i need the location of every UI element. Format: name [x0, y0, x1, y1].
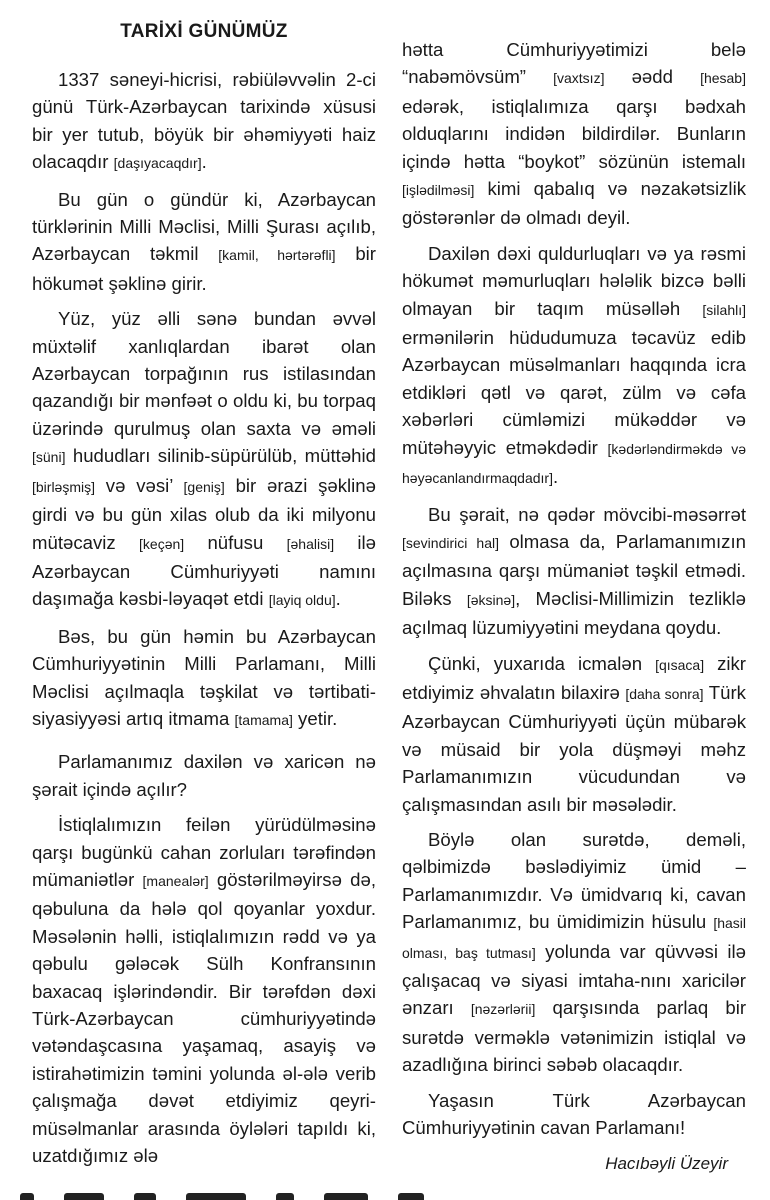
paragraph — [402, 501, 746, 642]
body-text: Çünki, yuxarıda icmalən — [428, 652, 656, 674]
paragraph — [32, 186, 376, 298]
gloss-note: [geniş] — [183, 478, 225, 495]
body-text: nüfusu — [184, 531, 287, 553]
gloss-note: [kamil, hərtərəfli] — [218, 247, 336, 264]
body-text: qarşısında parlaq bir surətdə verməklə vətənimizin istiqlal və azadlığına birinci səbəb olacaqdır. — [402, 997, 747, 1076]
paragraph — [32, 305, 376, 614]
body-text: yetir. — [292, 707, 338, 729]
body-text: hududları silinib-süpürülüb, müttəhid — [65, 445, 376, 467]
body-text: və vəsi’ — [95, 474, 184, 496]
paragraph — [32, 811, 376, 1169]
body-text: əǝdd — [604, 66, 701, 88]
body-text: edərək, istiqlalımıza qarşı bədxah olduqlarını indidən bildirdilər. Bunların içində hətta “boykot” sözünün istemalı — [402, 95, 746, 172]
body-text: Yaşasın Türk Azərbaycan Cümhuriyyətinin cavan Parlamanı! — [402, 1089, 746, 1139]
body-text: ilə Azərbaycan Cümhuriyyəti namını daşımağa kəsbi-ləyaqət etdi — [32, 531, 376, 610]
gloss-note: [daşıyacaqdır] — [113, 155, 202, 172]
body-text: 1337 səneyi-hicrisi, rəbiüləvvəlin 2-ci günü Türk-Azərbaycan tarixində xüsusi bir yer tutub, böyük bir əhəmiyyəti haiz olacaqdır — [32, 69, 376, 173]
body-text: . — [335, 588, 341, 610]
cropped-next-line — [20, 1190, 750, 1200]
gloss-note: [süni] — [32, 449, 66, 466]
paragraph — [402, 1087, 746, 1142]
paragraph — [402, 240, 746, 493]
body-text: kimi qabalıq və nəzakətsizlik göstərənlər də olmadı deyil. — [402, 178, 746, 229]
body-text: . — [201, 151, 207, 173]
body-text: yolunda var qüvvəsi ilə çalışacaq və siyasi imtaha-nını xaricilər ənzarı — [402, 940, 746, 1019]
body-text: ermənilərin hüdudumuza təcavüz edib Azərbaycan müsəlmanları haqqında icra etdikləri qətl və qarət, zülm və cəfa xəbərləri cümləmizi mükəddər və mütəhəyyic etməkdədir — [402, 327, 746, 458]
body-text: olmasa da, Parlamanımızın açılmasına qarşı mümaniət təşkil etmədi. Biləks — [402, 530, 746, 609]
gloss-note: [manealər] — [142, 872, 209, 889]
gloss-note: [hasil olması, baş tutması] — [402, 915, 746, 961]
body-text: Daxilən dəxi quldurluqları və ya rəsmi hökumət məmurluqları hələlik bizcə bəlli olmayan bir taqım müsəlləh — [402, 242, 746, 319]
gloss-note: [nəzərlərii] — [470, 1001, 536, 1018]
body-text: bir ərazi şəklinə girdi və bu gün xilas olub da iki milyonu mütəcaviz — [32, 474, 376, 553]
body-text: Bu gün o gündür ki, Azərbaycan türklərinin Milli Məclisi, Milli Şurası açılıb, Azərbaycan təkmil — [32, 188, 376, 265]
gloss-note: [birləşmiş] — [32, 478, 96, 495]
body-text: , Məclisi-Millimizin tezliklə açılmaq lüzumiyyətini meydana qoydu. — [402, 587, 746, 639]
gloss-note: [əhalisi] — [286, 535, 335, 552]
body-text: zikr etdiyimiz əhvalatın bilaxirə — [402, 652, 746, 703]
body-text: göstərilməyirsə də, qəbuluna da hələ qol qoyanlar yoxdur. Məsələnin həlli, istiqlalımızın rədd və ya qəbulu gələcək Sülh Konfransının baxacaq işlərindəndir. Bir tərəfdən dəxi Türk-Azərbaycan cümhuriyyətində vətəndaşcasına yaşamaq, asayiş və istirahətimizin təmini yolunda əl-ələ verib çalışmağa dəvət etdiyimiz qeyri-müsəlmanlar arasında öylələri tapıldı ki, uzatdığımız ələ — [32, 868, 376, 1167]
body-text: . — [553, 466, 559, 488]
body-text: bir hökumət şəklinə girir. — [32, 243, 376, 294]
author-signature: Hacıbəyli Üzeyir — [605, 1154, 728, 1173]
right-column — [402, 36, 746, 1149]
gloss-note: [qısaca] — [655, 656, 705, 673]
gloss-note: [daha sonra] — [625, 685, 704, 702]
paragraph — [402, 36, 746, 232]
body-text: Parlamanımız daxilən və xaricən nə şərait içində açılır? — [32, 751, 376, 800]
gloss-note: [vaxtsız] — [553, 70, 605, 87]
paragraph — [402, 650, 746, 818]
left-column — [32, 20, 376, 1177]
body-text: Bəs, bu gün həmin bu Azərbaycan Cümhuriyyətinin Milli Parlamanı, Milli Məclisi açılmaqla təşkilat və tərtibati-siyasiyyəsi artıq itmama — [32, 625, 376, 729]
gloss-note: [keçən] — [139, 535, 185, 552]
gloss-note: [tamama] — [234, 711, 293, 728]
body-text: Yüz, yüz əlli sənə bundan əvvəl müxtəlif xanlıqlardan ibarət olan Azərbaycan torpağının rus istilasından qazandığı bir mənfəət o oldu ki, bu torpaq üzərində qurulmuş olan saxta və əməli — [32, 308, 376, 439]
gloss-note: [sevindirici hal] — [402, 534, 499, 551]
body-text: Türk Azərbaycan Cümhuriyyəti üçün mübarək və müsaid bir yola düşməyi məhz Parlamanımızın vücudundan və çalışmasından asılı bir məsələdir. — [402, 681, 746, 815]
body-text: hətta Cümhuriyyətimizi belə “nabəmövsüm” — [402, 39, 746, 88]
body-text: Bu şərait, nə qədər mövcibi-məsərrət — [428, 503, 746, 525]
paragraph — [32, 623, 376, 735]
paragraph — [32, 748, 376, 803]
gloss-note: [kədərləndirməkdə və həyəcanlandırmaqdadır] — [402, 440, 746, 487]
gloss-note: [əksinə] — [466, 591, 516, 608]
paragraph — [402, 826, 746, 1079]
gloss-note: [işlədilməsi] — [402, 182, 475, 199]
gloss-note: [silahlı] — [702, 301, 746, 318]
gloss-note: [hesab] — [700, 70, 746, 87]
article-title: TARİXİ GÜNÜMÜZ — [120, 21, 288, 42]
paragraph — [32, 66, 376, 178]
body-text: İstiqlalımızın feilən yürüdülməsinə qarşı bugünkü cahan zorluları tərəfindən mümaniətlər — [32, 814, 376, 890]
body-text: Böylə olan surətdə, deməli, qəlbimizdə bəslədiyimiz ümid – Parlamanımızdır. Və ümidvarıq ki, cavan Parlamanımız, bu ümidimizin hüsulu — [402, 828, 746, 933]
gloss-note: [layiq oldu] — [268, 592, 336, 609]
